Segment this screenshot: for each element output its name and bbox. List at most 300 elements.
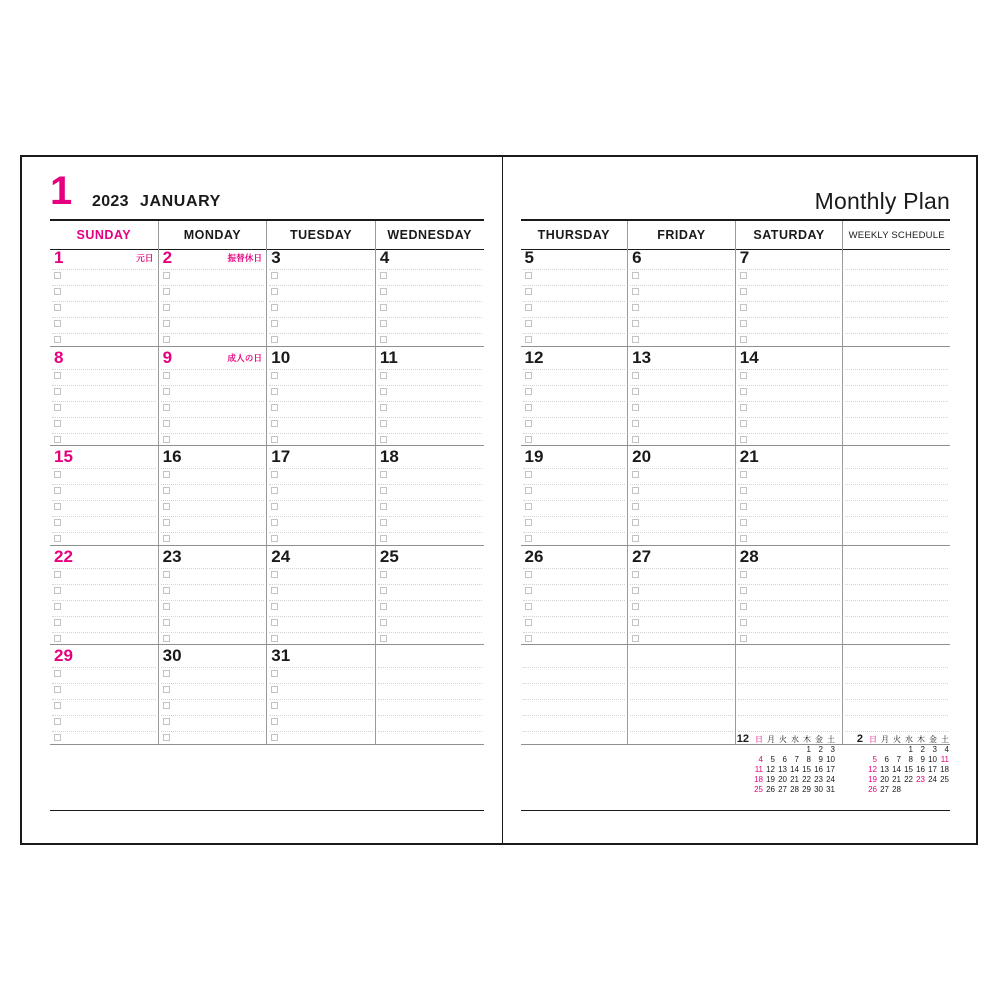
weekly-schedule-cell[interactable]: [843, 247, 950, 346]
task-checkbox[interactable]: [163, 535, 170, 542]
day-cell[interactable]: [376, 645, 484, 744]
mini-calendar-day: 22: [904, 775, 913, 785]
mini-calendar-dow: 日: [869, 735, 877, 745]
task-checkbox[interactable]: [525, 404, 532, 411]
day-cell[interactable]: [521, 645, 629, 744]
task-checkbox[interactable]: [54, 718, 61, 725]
day-cell[interactable]: [267, 645, 376, 744]
note-line: [161, 484, 265, 485]
task-checkbox[interactable]: [54, 519, 61, 526]
task-checkbox[interactable]: [271, 404, 278, 411]
task-checkbox[interactable]: [271, 535, 278, 542]
task-checkbox[interactable]: [380, 320, 387, 327]
task-checkbox[interactable]: [54, 635, 61, 642]
mini-calendar-day: 31: [826, 785, 835, 795]
day-cell[interactable]: [159, 347, 268, 446]
task-checkbox[interactable]: [380, 420, 387, 427]
task-checkbox[interactable]: [525, 503, 532, 510]
task-checkbox[interactable]: [632, 320, 639, 327]
task-checkbox[interactable]: [632, 388, 639, 395]
task-checkbox[interactable]: [380, 503, 387, 510]
mini-calendar-day: 11: [940, 755, 949, 765]
day-cell[interactable]: [159, 645, 268, 744]
left-calendar-grid: [50, 247, 484, 829]
task-checkbox[interactable]: [54, 388, 61, 395]
note-line: [738, 433, 841, 434]
task-checkbox[interactable]: [54, 587, 61, 594]
task-checkbox[interactable]: [163, 436, 170, 443]
note-line: [630, 433, 733, 434]
task-checkbox[interactable]: [271, 734, 278, 741]
day-number: 19: [524, 447, 544, 467]
task-checkbox[interactable]: [525, 487, 532, 494]
note-line: [269, 731, 373, 732]
day-cell[interactable]: [736, 247, 844, 346]
task-checkbox[interactable]: [740, 336, 747, 343]
note-lines: [159, 568, 267, 645]
task-checkbox[interactable]: [54, 288, 61, 295]
task-checkbox[interactable]: [271, 686, 278, 693]
note-line: [269, 683, 373, 684]
task-checkbox[interactable]: [525, 619, 532, 626]
task-checkbox[interactable]: [271, 304, 278, 311]
task-checkbox[interactable]: [271, 336, 278, 343]
week-row: [50, 446, 484, 546]
task-checkbox[interactable]: [740, 635, 747, 642]
task-checkbox[interactable]: [740, 471, 747, 478]
task-checkbox[interactable]: [163, 702, 170, 709]
task-checkbox[interactable]: [740, 503, 747, 510]
note-line: [630, 731, 733, 732]
task-checkbox[interactable]: [632, 587, 639, 594]
task-checkbox[interactable]: [380, 619, 387, 626]
task-checkbox[interactable]: [271, 487, 278, 494]
mini-calendar-spacer: [852, 785, 866, 795]
task-checkbox[interactable]: [163, 519, 170, 526]
task-checkbox[interactable]: [271, 388, 278, 395]
task-checkbox[interactable]: [271, 471, 278, 478]
mini-calendar-day: 26: [766, 785, 775, 795]
mini-calendar-day: 21: [892, 775, 901, 785]
task-checkbox[interactable]: [525, 420, 532, 427]
note-line: [161, 269, 265, 270]
task-checkbox[interactable]: [271, 670, 278, 677]
task-checkbox[interactable]: [380, 603, 387, 610]
day-number: 9: [162, 347, 173, 367]
left-bottom-rule: [50, 810, 484, 811]
weekly-schedule-cell[interactable]: [843, 546, 950, 645]
task-checkbox[interactable]: [525, 603, 532, 610]
day-cell[interactable]: [159, 247, 268, 346]
mini-calendar-day: 6: [884, 755, 889, 765]
task-checkbox[interactable]: [380, 336, 387, 343]
note-line: [845, 500, 948, 501]
day-number: 28: [739, 546, 759, 566]
day-cell[interactable]: [267, 446, 376, 545]
mini-calendar-day: 11: [754, 765, 763, 775]
weekly-schedule-cell[interactable]: [843, 446, 950, 545]
task-checkbox[interactable]: [632, 471, 639, 478]
task-checkbox[interactable]: [54, 420, 61, 427]
task-checkbox[interactable]: [740, 320, 747, 327]
week-row: [521, 446, 951, 546]
note-line: [52, 532, 156, 533]
day-cell[interactable]: [736, 645, 844, 744]
task-checkbox[interactable]: [380, 288, 387, 295]
holiday-label: 振替休日: [227, 253, 263, 263]
mini-calendar-dow: 木: [803, 735, 811, 745]
mini-calendar-spacer: [736, 765, 752, 775]
mini-calendar-day: 29: [802, 785, 811, 795]
task-checkbox[interactable]: [525, 272, 532, 279]
task-checkbox[interactable]: [271, 436, 278, 443]
task-checkbox[interactable]: [632, 288, 639, 295]
task-checkbox[interactable]: [525, 519, 532, 526]
day-number: 30: [162, 646, 182, 666]
note-line: [378, 699, 482, 700]
task-checkbox[interactable]: [740, 288, 747, 295]
task-checkbox[interactable]: [163, 603, 170, 610]
note-line: [738, 731, 841, 732]
task-checkbox[interactable]: [525, 436, 532, 443]
task-checkbox[interactable]: [740, 372, 747, 379]
task-checkbox[interactable]: [271, 288, 278, 295]
day-cell[interactable]: [50, 247, 159, 346]
weekly-schedule-cell[interactable]: [843, 347, 950, 446]
note-line: [845, 584, 948, 585]
task-checkbox[interactable]: [271, 603, 278, 610]
note-lines: [267, 568, 375, 645]
task-checkbox[interactable]: [380, 471, 387, 478]
task-checkbox[interactable]: [380, 272, 387, 279]
task-checkbox[interactable]: [380, 635, 387, 642]
task-checkbox[interactable]: [740, 587, 747, 594]
note-lines: [159, 468, 267, 545]
note-line: [52, 568, 156, 569]
task-checkbox[interactable]: [54, 272, 61, 279]
note-line: [52, 285, 156, 286]
note-line: [630, 699, 733, 700]
note-line: [52, 369, 156, 370]
task-checkbox[interactable]: [163, 587, 170, 594]
task-checkbox[interactable]: [163, 272, 170, 279]
task-checkbox[interactable]: [163, 619, 170, 626]
day-number: 31: [271, 646, 291, 666]
task-checkbox[interactable]: [163, 336, 170, 343]
day-cell[interactable]: [50, 546, 159, 645]
task-checkbox[interactable]: [632, 404, 639, 411]
task-checkbox[interactable]: [632, 603, 639, 610]
task-checkbox[interactable]: [380, 436, 387, 443]
day-cell[interactable]: [50, 645, 159, 744]
task-checkbox[interactable]: [54, 336, 61, 343]
task-checkbox[interactable]: [163, 404, 170, 411]
week-row: [50, 645, 484, 745]
task-checkbox[interactable]: [271, 519, 278, 526]
left-header: [50, 169, 484, 221]
task-checkbox[interactable]: [740, 388, 747, 395]
right-week-rows: [521, 247, 951, 745]
task-checkbox[interactable]: [632, 635, 639, 642]
mini-calendar-day: [938, 785, 950, 795]
note-line: [738, 333, 841, 334]
task-checkbox[interactable]: [54, 686, 61, 693]
task-checkbox[interactable]: [271, 571, 278, 578]
note-line: [845, 301, 948, 302]
task-checkbox[interactable]: [632, 372, 639, 379]
note-line: [738, 484, 841, 485]
day-cell[interactable]: [521, 546, 629, 645]
task-checkbox[interactable]: [271, 718, 278, 725]
task-checkbox[interactable]: [632, 304, 639, 311]
mini-calendar-month: 12: [736, 733, 749, 746]
left-weekday-header: [50, 221, 484, 250]
task-checkbox[interactable]: [54, 320, 61, 327]
task-checkbox[interactable]: [380, 535, 387, 542]
task-checkbox[interactable]: [740, 603, 747, 610]
task-checkbox[interactable]: [380, 571, 387, 578]
task-checkbox[interactable]: [163, 320, 170, 327]
task-checkbox[interactable]: [54, 603, 61, 610]
task-checkbox[interactable]: [380, 404, 387, 411]
note-line: [378, 385, 482, 386]
day-cell[interactable]: [521, 446, 629, 545]
day-cell[interactable]: [159, 446, 268, 545]
task-checkbox[interactable]: [163, 471, 170, 478]
task-checkbox[interactable]: [380, 372, 387, 379]
day-cell[interactable]: [376, 446, 484, 545]
column-header-friday: FRIDAY: [628, 221, 736, 249]
note-line: [378, 369, 482, 370]
note-lines: [628, 269, 735, 346]
task-checkbox[interactable]: [54, 571, 61, 578]
task-checkbox[interactable]: [54, 734, 61, 741]
day-number: 21: [739, 447, 759, 467]
task-checkbox[interactable]: [380, 587, 387, 594]
task-checkbox[interactable]: [525, 587, 532, 594]
mini-calendar-day: 20: [880, 775, 889, 785]
note-line: [378, 301, 482, 302]
column-header-wednesday: WEDNESDAY: [387, 228, 472, 242]
mini-calendar-dow: 月: [767, 735, 775, 745]
day-number: 14: [739, 347, 759, 367]
task-checkbox[interactable]: [271, 635, 278, 642]
note-line: [630, 333, 733, 334]
task-checkbox[interactable]: [163, 288, 170, 295]
task-checkbox[interactable]: [740, 304, 747, 311]
note-line: [52, 683, 156, 684]
note-line: [52, 417, 156, 418]
note-line: [630, 484, 733, 485]
note-line: [269, 600, 373, 601]
task-checkbox[interactable]: [525, 535, 532, 542]
day-cell[interactable]: [376, 347, 484, 446]
task-checkbox[interactable]: [163, 670, 170, 677]
task-checkbox[interactable]: [380, 304, 387, 311]
note-line: [523, 468, 626, 469]
note-line: [161, 616, 265, 617]
day-cell[interactable]: [159, 546, 268, 645]
day-number: 13: [632, 347, 652, 367]
note-line: [378, 632, 482, 633]
day-cell[interactable]: [376, 247, 484, 346]
task-checkbox[interactable]: [525, 288, 532, 295]
task-checkbox[interactable]: [163, 686, 170, 693]
note-line: [630, 269, 733, 270]
task-checkbox[interactable]: [163, 372, 170, 379]
day-cell[interactable]: [628, 247, 736, 346]
task-checkbox[interactable]: [525, 635, 532, 642]
note-line: [269, 632, 373, 633]
task-checkbox[interactable]: [525, 471, 532, 478]
note-line: [630, 500, 733, 501]
task-checkbox[interactable]: [271, 702, 278, 709]
day-cell[interactable]: [267, 247, 376, 346]
left-week-rows: [50, 247, 484, 745]
task-checkbox[interactable]: [54, 372, 61, 379]
column-header-weekly-schedule: WEEKLY SCHEDULE: [848, 229, 945, 241]
task-checkbox[interactable]: [54, 304, 61, 311]
task-checkbox[interactable]: [271, 372, 278, 379]
task-checkbox[interactable]: [163, 388, 170, 395]
day-cell[interactable]: [267, 546, 376, 645]
note-line: [378, 333, 482, 334]
task-checkbox[interactable]: [632, 571, 639, 578]
task-checkbox[interactable]: [54, 535, 61, 542]
task-checkbox[interactable]: [525, 304, 532, 311]
mini-calendar-day: 28: [892, 785, 901, 795]
task-checkbox[interactable]: [740, 404, 747, 411]
day-cell[interactable]: [736, 347, 844, 446]
task-checkbox[interactable]: [632, 619, 639, 626]
task-checkbox[interactable]: [271, 619, 278, 626]
weekly-schedule-cell[interactable]: [843, 645, 950, 744]
task-checkbox[interactable]: [740, 535, 747, 542]
task-checkbox[interactable]: [54, 670, 61, 677]
task-checkbox[interactable]: [271, 503, 278, 510]
day-cell[interactable]: [376, 546, 484, 645]
day-cell[interactable]: [521, 347, 629, 446]
monthly-spread: [22, 157, 976, 843]
mini-calendar-day: 16: [814, 765, 823, 775]
day-cell[interactable]: [628, 347, 736, 446]
task-checkbox[interactable]: [163, 734, 170, 741]
task-checkbox[interactable]: [54, 471, 61, 478]
day-cell[interactable]: [628, 546, 736, 645]
task-checkbox[interactable]: [632, 336, 639, 343]
task-checkbox[interactable]: [163, 718, 170, 725]
note-lines: [376, 369, 484, 446]
day-cell[interactable]: [628, 645, 736, 744]
day-cell[interactable]: [736, 546, 844, 645]
mini-calendar-spacer: [852, 745, 866, 755]
note-lines: [267, 269, 375, 346]
mini-calendar-day: 2: [818, 745, 823, 755]
task-checkbox[interactable]: [163, 420, 170, 427]
task-checkbox[interactable]: [271, 272, 278, 279]
task-checkbox[interactable]: [632, 503, 639, 510]
task-checkbox[interactable]: [54, 702, 61, 709]
task-checkbox[interactable]: [163, 635, 170, 642]
note-line: [523, 715, 626, 716]
note-line: [523, 600, 626, 601]
day-cell[interactable]: [50, 347, 159, 446]
task-checkbox[interactable]: [740, 420, 747, 427]
task-checkbox[interactable]: [632, 535, 639, 542]
planner-page: [20, 155, 978, 845]
task-checkbox[interactable]: [525, 388, 532, 395]
task-checkbox[interactable]: [163, 487, 170, 494]
day-number: 2: [162, 248, 173, 267]
task-checkbox[interactable]: [525, 372, 532, 379]
task-checkbox[interactable]: [163, 304, 170, 311]
day-cell[interactable]: [267, 347, 376, 446]
task-checkbox[interactable]: [380, 487, 387, 494]
note-line: [378, 401, 482, 402]
task-checkbox[interactable]: [54, 487, 61, 494]
note-line: [630, 401, 733, 402]
task-checkbox[interactable]: [632, 519, 639, 526]
mini-calendar-day: 28: [790, 785, 799, 795]
task-checkbox[interactable]: [632, 436, 639, 443]
task-checkbox[interactable]: [740, 487, 747, 494]
task-checkbox[interactable]: [525, 320, 532, 327]
task-checkbox[interactable]: [632, 272, 639, 279]
day-cell[interactable]: [521, 247, 629, 346]
task-checkbox[interactable]: [740, 272, 747, 279]
mini-calendar-day: 15: [802, 765, 811, 775]
task-checkbox[interactable]: [163, 571, 170, 578]
task-checkbox[interactable]: [54, 503, 61, 510]
day-cell[interactable]: [628, 446, 736, 545]
task-checkbox[interactable]: [271, 420, 278, 427]
day-cell[interactable]: [50, 446, 159, 545]
mini-calendar-day: 5: [770, 755, 775, 765]
task-checkbox[interactable]: [632, 420, 639, 427]
mini-calendar-day: [890, 745, 902, 755]
note-line: [738, 616, 841, 617]
mini-calendar-day: 10: [826, 755, 835, 765]
task-checkbox[interactable]: [380, 519, 387, 526]
task-checkbox[interactable]: [740, 619, 747, 626]
mini-calendar-dow: 火: [779, 735, 787, 745]
task-checkbox[interactable]: [163, 503, 170, 510]
task-checkbox[interactable]: [380, 388, 387, 395]
note-line: [52, 333, 156, 334]
task-checkbox[interactable]: [54, 436, 61, 443]
task-checkbox[interactable]: [54, 404, 61, 411]
task-checkbox[interactable]: [525, 571, 532, 578]
note-line: [523, 417, 626, 418]
mini-calendar-dow: 木: [917, 735, 925, 745]
task-checkbox[interactable]: [271, 587, 278, 594]
task-checkbox[interactable]: [740, 519, 747, 526]
note-line: [161, 301, 265, 302]
note-line: [523, 269, 626, 270]
day-cell[interactable]: [736, 446, 844, 545]
task-checkbox[interactable]: [740, 436, 747, 443]
note-line: [378, 568, 482, 569]
task-checkbox[interactable]: [632, 487, 639, 494]
mini-calendar-day: [902, 785, 914, 795]
mini-calendar-day: [764, 745, 776, 755]
task-checkbox[interactable]: [740, 571, 747, 578]
task-checkbox[interactable]: [54, 619, 61, 626]
task-checkbox[interactable]: [271, 320, 278, 327]
task-checkbox[interactable]: [525, 336, 532, 343]
mini-calendar-day: 10: [928, 755, 937, 765]
note-line: [845, 333, 948, 334]
